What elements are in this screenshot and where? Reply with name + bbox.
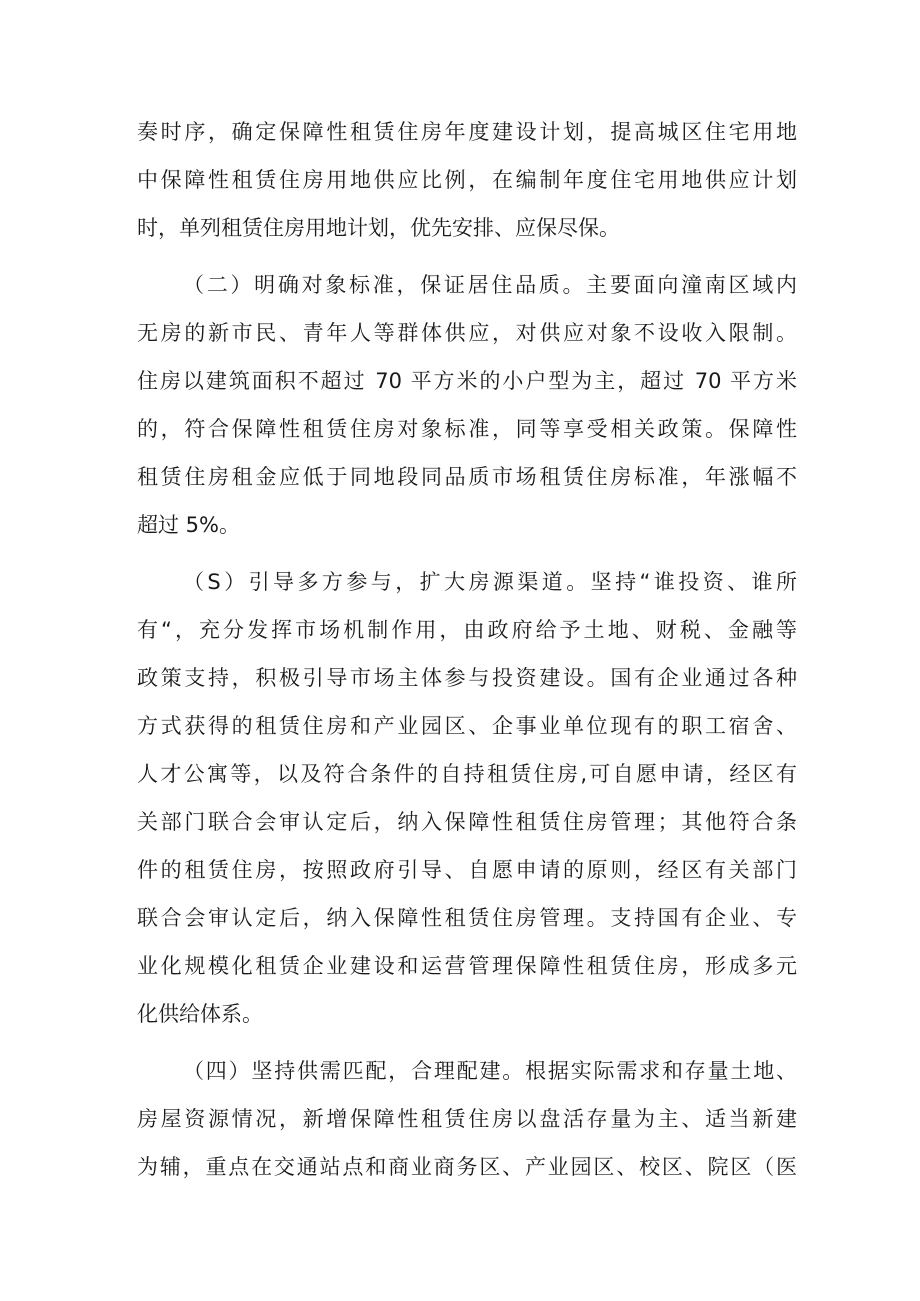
text-line: 为辅，重点在交通站点和商业商务区、产业园区、校区、院区（医 bbox=[137, 1155, 797, 1179]
paragraph-1 bbox=[137, 108, 797, 252]
text-line: 租赁住房租金应低于同地段同品质市场租赁住房标准，年涨幅不 bbox=[137, 465, 797, 489]
paragraph-4 bbox=[137, 1047, 797, 1191]
text-line: 业化规模化租赁企业建设和运营管理保障性租赁住房，形成多元 bbox=[137, 954, 797, 978]
text-line: 住房以建筑面积不超过 70 平方米的小户型为主，超过 70 平方米 bbox=[137, 369, 797, 393]
paragraph-2 bbox=[137, 261, 797, 549]
text-line: 时，单列租赁住房用地计划，优先安排、应保尽保。 bbox=[137, 216, 620, 240]
text-line: 中保障性租赁住房用地供应比例，在编制年度住宅用地供应计划 bbox=[137, 168, 797, 192]
document-body bbox=[137, 108, 797, 1191]
text-line: （四）坚持供需匹配，合理配建。根据实际需求和存量土地、 bbox=[183, 1059, 797, 1083]
text-line: 件的租赁住房，按照政府引导、自愿申请的原则，经区有关部门 bbox=[137, 858, 797, 882]
text-line: 方式获得的租赁住房和产业园区、企事业单位现有的职工宿舍、 bbox=[137, 714, 797, 738]
text-line: 关部门联合会审认定后，纳入保障性租赁住房管理；其他符合条 bbox=[137, 810, 797, 834]
text-line: 房屋资源情况，新增保障性租赁住房以盘活存量为主、适当新建 bbox=[137, 1107, 797, 1131]
text-line: 人才公寓等，以及符合条件的自持租赁住房,可自愿申请，经区有 bbox=[137, 762, 797, 786]
text-line: 联合会审认定后，纳入保障性租赁住房管理。支持国有企业、专 bbox=[137, 906, 797, 930]
paragraph-3 bbox=[137, 558, 797, 1038]
text-line: 奏时序，确定保障性租赁住房年度建设计划，提高城区住宅用地 bbox=[137, 120, 797, 144]
text-line: （二）明确对象标准，保证居住品质。主要面向潼南区域内 bbox=[183, 273, 797, 297]
text-line: 政策支持，积极引导市场主体参与投资建设。国有企业通过各种 bbox=[137, 666, 797, 690]
text-line: 的，符合保障性租赁住房对象标准，同等享受相关政策。保障性 bbox=[137, 417, 797, 441]
text-line: 超过 5%。 bbox=[137, 513, 240, 537]
text-line: 无房的新市民、青年人等群体供应，对供应对象不设收入限制。 bbox=[137, 321, 797, 345]
text-line: （S）引导多方参与，扩大房源渠道。坚持“谁投资、谁所 bbox=[183, 570, 797, 594]
text-line: 有“，充分发挥市场机制作用，由政府给予土地、财税、金融等 bbox=[137, 618, 797, 642]
text-line: 化供给体系。 bbox=[137, 1002, 263, 1026]
